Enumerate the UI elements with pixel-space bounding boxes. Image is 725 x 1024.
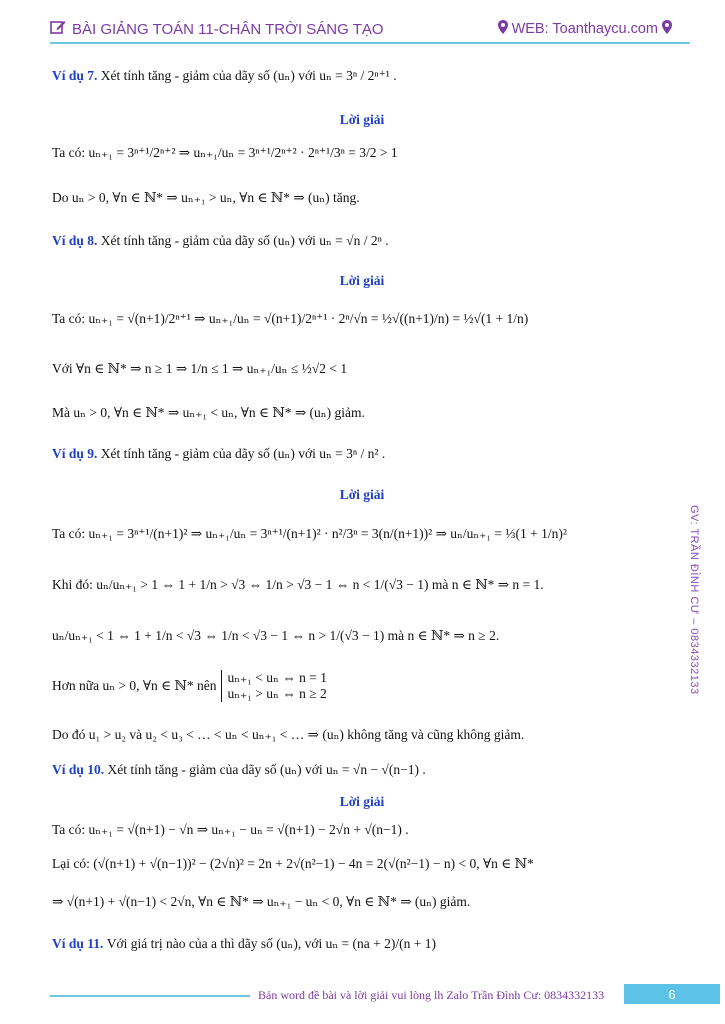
system-brace	[221, 670, 328, 702]
footer-text: Bản word đề bài và lời giải vui lòng lh Zalo Trần Đình Cư: 0834332133	[258, 988, 605, 1002]
page-number: 6	[624, 984, 720, 1004]
math-line: Ta có: uₙ₊₁ = √(n+1)/2ⁿ⁺¹ ⇒ uₙ₊₁/uₙ = √(n+1)/2ⁿ⁺¹ · 2ⁿ/√n = ½√((n+1)/n) = ½√(1 + 1/n)	[52, 311, 529, 326]
example-text: Xét tính tăng - giảm của dãy số (uₙ) với uₙ = 3ⁿ / 2ⁿ⁺¹ .	[100, 68, 397, 83]
math-line-system	[52, 670, 327, 702]
example-11	[52, 936, 436, 952]
location-pin-icon	[662, 20, 672, 38]
footer-rule	[50, 995, 250, 997]
math-line: Lại có: (√(n+1) + √(n−1))² − (2√n)² = 2n + 2√(n²−1) − 4n = 2(√(n²−1) − n) < 0, ∀n ∈ ℕ*	[52, 856, 534, 871]
side-author-text: GV: TRẦN ĐÌNH CƯ – 0834332133	[688, 505, 700, 695]
example-label: Ví dụ 10.	[52, 762, 105, 777]
header-web[interactable]: WEB: Toanthaycu.com	[511, 21, 658, 37]
system-row: uₙ₊₁ < uₙ ⇔ n = 1	[227, 670, 327, 685]
system-intro: Hơn nữa uₙ > 0, ∀n ∈ ℕ* nên	[52, 678, 217, 693]
example-7	[52, 68, 397, 84]
header-web-group	[498, 20, 672, 38]
math-line: Ta có: uₙ₊₁ = √(n+1) − √n ⇒ uₙ₊₁ − uₙ = √(n+1) − 2√n + √(n−1) .	[52, 822, 409, 837]
header-title-group	[50, 20, 384, 38]
example-text: Xét tính tăng - giảm của dãy số (uₙ) với uₙ = √n − √(n−1) .	[107, 762, 426, 777]
math-line: Do uₙ > 0, ∀n ∈ ℕ* ⇒ uₙ₊₁ > uₙ, ∀n ∈ ℕ* ⇒ (uₙ) tăng.	[52, 190, 360, 205]
location-pin-icon	[498, 20, 508, 38]
math-line: Ta có: uₙ₊₁ = 3ⁿ⁺¹/(n+1)² ⇒ uₙ₊₁/uₙ = 3ⁿ⁺¹/(n+1)² · n²/3ⁿ = 3(n/(n+1))² ⇒ uₙ/uₙ₊₁ = ⅓(1 + 1/n)²	[52, 526, 567, 541]
example-text: Xét tính tăng - giảm của dãy số (uₙ) với uₙ = √n / 2ⁿ .	[100, 233, 389, 248]
edit-icon	[50, 20, 66, 38]
header-title: BÀI GIẢNG TOÁN 11-CHÂN TRỜI SÁNG TẠO	[72, 20, 384, 38]
example-10	[52, 762, 426, 778]
math-line: uₙ/uₙ₊₁ < 1 ⇔ 1 + 1/n < √3 ⇔ 1/n < √3 − 1 ⇔ n > 1/(√3 − 1) mà n ∈ ℕ* ⇒ n ≥ 2.	[52, 628, 500, 643]
example-label: Ví dụ 7.	[52, 68, 98, 83]
example-text: Với giá trị nào của a thì dãy số (uₙ), với uₙ = (na + 2)/(n + 1)	[106, 936, 437, 951]
example-9	[52, 446, 385, 462]
example-text: Xét tính tăng - giảm của dãy số (uₙ) với uₙ = 3ⁿ / n² .	[100, 446, 386, 461]
math-line: Với ∀n ∈ ℕ* ⇒ n ≥ 1 ⇒ 1/n ≤ 1 ⇒ uₙ₊₁/uₙ ≤ ½√2 < 1	[52, 361, 348, 376]
example-label: Ví dụ 11.	[52, 936, 104, 951]
math-line: Ta có: uₙ₊₁ = 3ⁿ⁺¹/2ⁿ⁺² ⇒ uₙ₊₁/uₙ = 3ⁿ⁺¹/2ⁿ⁺² · 2ⁿ⁺¹/3ⁿ = 3/2 > 1	[52, 145, 398, 160]
math-line: Mà uₙ > 0, ∀n ∈ ℕ* ⇒ uₙ₊₁ < uₙ, ∀n ∈ ℕ* ⇒ (uₙ) giảm.	[52, 405, 365, 420]
solution-heading: Lời giải	[339, 112, 385, 127]
example-label: Ví dụ 9.	[52, 446, 98, 461]
solution-heading: Lời giải	[339, 794, 385, 809]
math-line: Khi đó: uₙ/uₙ₊₁ > 1 ⇔ 1 + 1/n > √3 ⇔ 1/n > √3 − 1 ⇔ n < 1/(√3 − 1) mà n ∈ ℕ* ⇒ n = 1.	[52, 577, 544, 592]
math-line: Do đó u₁ > u₂ và u₂ < u₃ < … < uₙ < uₙ₊₁ < … ⇒ (uₙ) không tăng và cũng không giảm.	[52, 727, 525, 742]
example-8	[52, 233, 389, 249]
example-label: Ví dụ 8.	[52, 233, 98, 248]
page-header	[50, 18, 690, 44]
solution-heading: Lời giải	[339, 273, 385, 288]
solution-heading: Lời giải	[339, 487, 385, 502]
math-line: ⇒ √(n+1) + √(n−1) < 2√n, ∀n ∈ ℕ* ⇒ uₙ₊₁ − uₙ < 0, ∀n ∈ ℕ* ⇒ (uₙ) giảm.	[52, 894, 471, 909]
system-row: uₙ₊₁ > uₙ ⇔ n ≥ 2	[227, 686, 327, 701]
